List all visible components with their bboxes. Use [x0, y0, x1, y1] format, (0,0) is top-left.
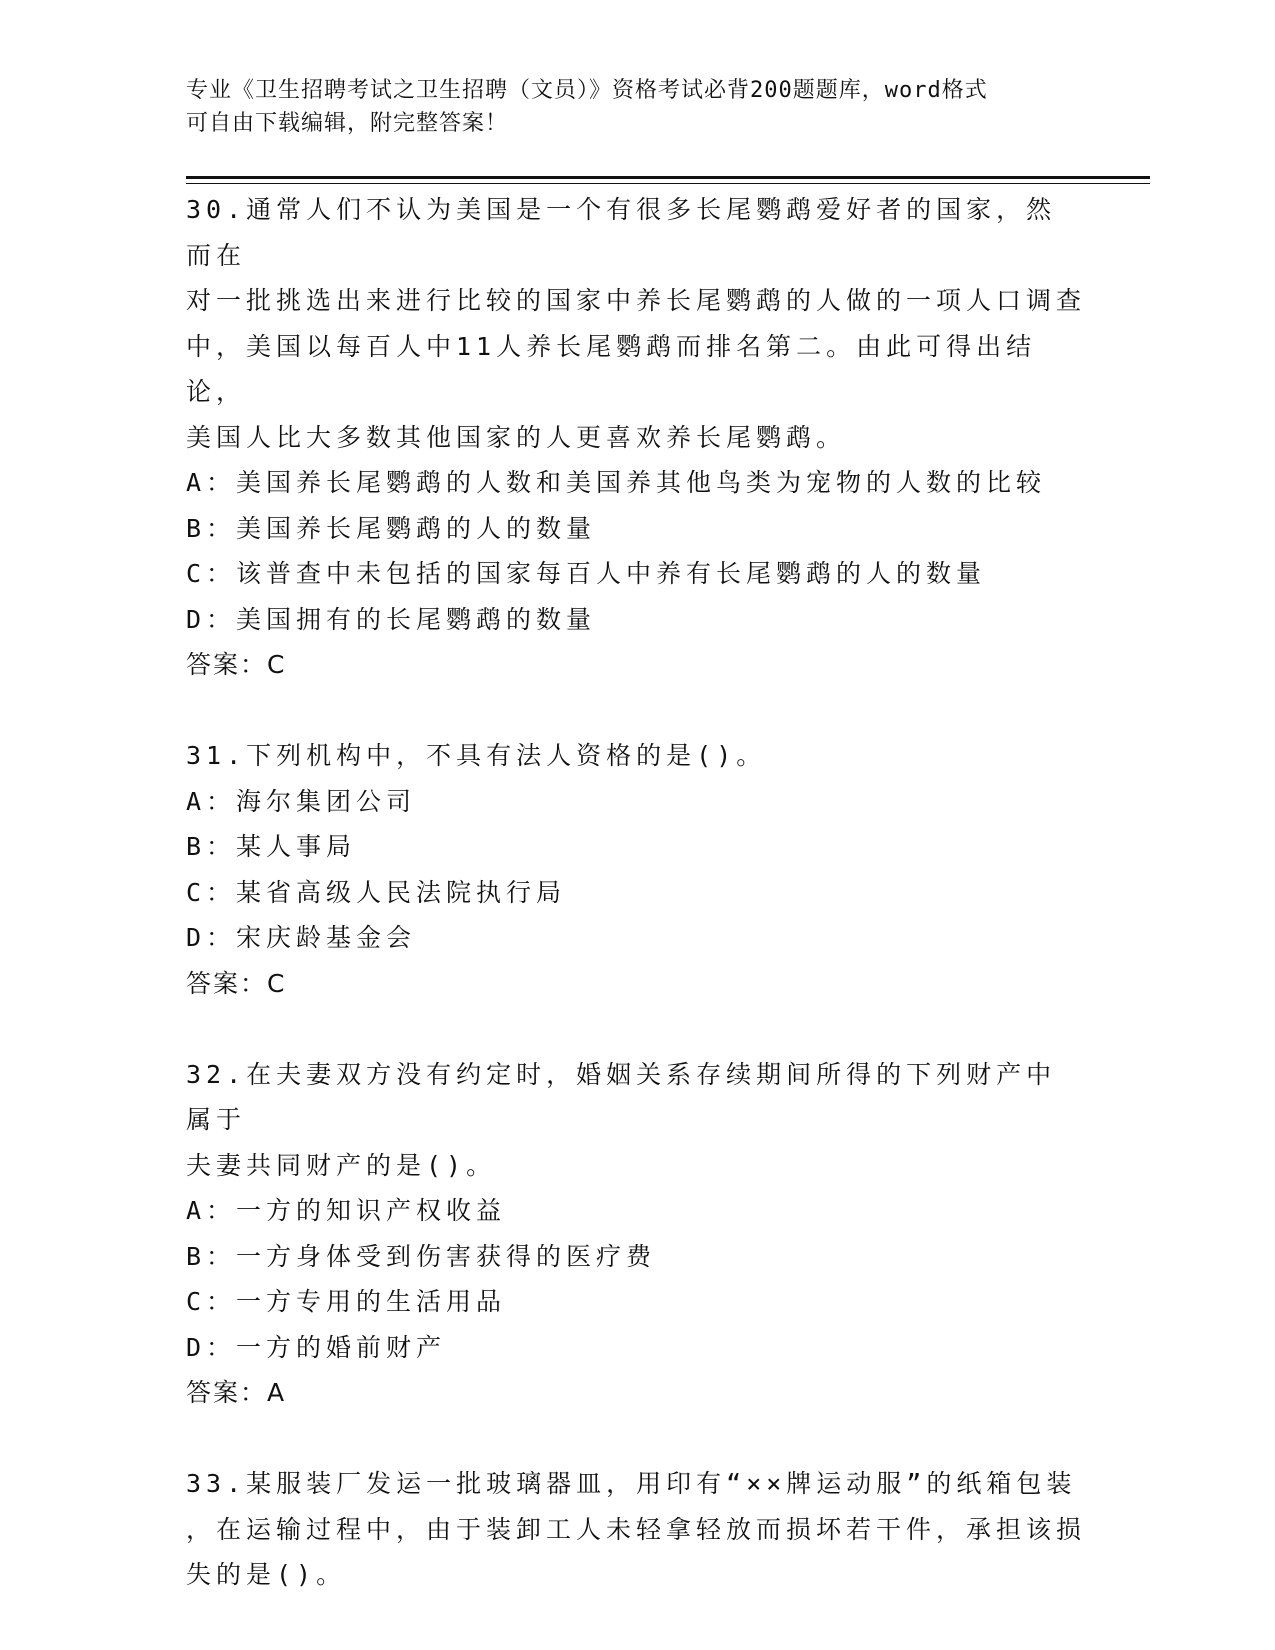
question-text-line: 夫妻共同财产的是()。	[186, 1150, 497, 1180]
question-text-line: 失的是()。	[186, 1560, 347, 1589]
question-30	[186, 187, 1086, 688]
option-a: A：海尔集团公司	[186, 786, 417, 816]
option-b: B：一方身体受到伤害获得的医疗费	[186, 1241, 657, 1271]
option-c: C：一方专用的生活用品	[186, 1287, 507, 1316]
question-text-line: 31.下列机构中，不具有法人资格的是()。	[186, 741, 767, 770]
document-header	[186, 74, 1086, 140]
option-a: A：一方的知识产权收益	[186, 1196, 507, 1225]
question-text-line: 对一批挑选出来进行比较的国家中养长尾鹦鹉的人做的一项人口调查	[186, 286, 1087, 315]
question-text-line: 32.在夫妻双方没有约定时，婚姻关系存续期间所得的下列财产中属于	[186, 1059, 1057, 1134]
question-text-line: 33.某服装厂发运一批玻璃器皿，用印有“××牌运动服”的纸箱包装	[186, 1469, 1077, 1498]
question-33	[186, 1461, 1086, 1598]
option-c: C：某省高级人民法院执行局	[186, 877, 567, 907]
question-text-line: 美国人比大多数其他国家的人更喜欢养长尾鹦鹉。	[186, 422, 847, 452]
question-text-line: ，在运输过程中，由于装卸工人未轻拿轻放而损坏若干件，承担该损	[186, 1514, 1087, 1544]
header-divider-thick	[186, 176, 1150, 179]
option-d: D：一方的婚前财产	[186, 1332, 447, 1362]
answer-line: 答案：C	[186, 650, 287, 679]
header-line: 可自由下载编辑，附完整答案！	[186, 111, 509, 136]
question-32	[186, 1052, 1086, 1416]
option-a: A：美国养长尾鹦鹉的人数和美国养其他鸟类为宠物的人数的比较	[186, 468, 1047, 497]
question-text-line: 中，美国以每百人中11人养长尾鹦鹉而排名第二。由此可得出结论，	[186, 331, 1037, 406]
question-list	[186, 187, 1086, 1643]
option-b: B：某人事局	[186, 832, 357, 861]
answer-line: 答案：A	[186, 1378, 287, 1407]
question-text-line: 30.通常人们不认为美国是一个有很多长尾鹦鹉爱好者的国家，然而在	[186, 195, 1057, 270]
header-divider-thin	[186, 183, 1150, 184]
option-c: C：该普查中未包括的国家每百人中养有长尾鹦鹉的人的数量	[186, 559, 987, 588]
answer-line: 答案：C	[186, 968, 287, 998]
option-d: D：宋庆龄基金会	[186, 923, 417, 952]
header-line: 专业《卫生招聘考试之卫生招聘（文员）》资格考试必背200题题库，word格式	[186, 78, 988, 103]
option-b: B：美国养长尾鹦鹉的人的数量	[186, 513, 597, 543]
question-31	[186, 733, 1086, 1006]
option-d: D：美国拥有的长尾鹦鹉的数量	[186, 604, 597, 634]
